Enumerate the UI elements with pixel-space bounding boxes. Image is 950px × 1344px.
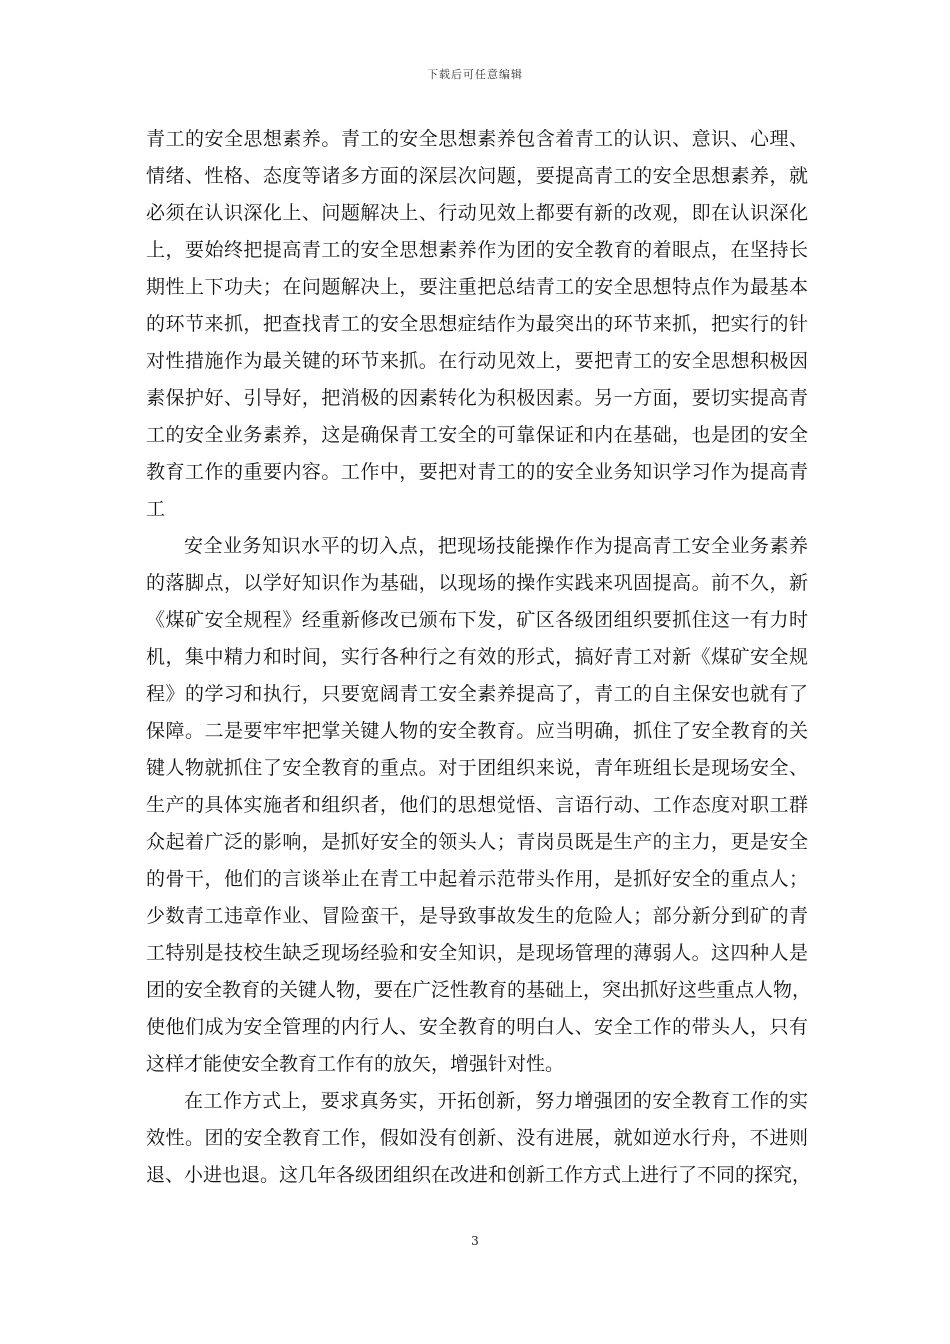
page-number: 3 <box>471 1234 479 1248</box>
text-line: 团的安全教育的关键人物，要在广泛性教育的基础上，突出抓好这些重点人物， <box>146 979 812 1001</box>
text-line: 的落脚点，以学好知识作为基础，以现场的操作实践来巩固提高。前不久，新 <box>146 572 808 594</box>
text-line: 工的安全业务素养，这是确保青工安全的可靠保证和内在基础，也是团的安全 <box>146 424 808 446</box>
page-header: 下载后可任意编辑 <box>427 68 523 81</box>
text-line: 的骨干，他们的言谈举止在青工中起着示范带头作用，是抓好安全的重点人； <box>146 868 808 890</box>
text-line: 安全业务知识水平的切入点，把现场技能操作作为提高青工安全业务素养 <box>184 535 808 557</box>
text-line: 对性措施作为最关键的环节来抓。在行动见效上，要把青工的安全思想积极因 <box>146 350 808 372</box>
text-line: 机，集中精力和时间，实行各种行之有效的形式，搞好青工对新《煤矿安全规 <box>146 646 808 668</box>
text-line: 必须在认识深化上、问题解决上、行动见效上都要有新的改观，即在认识深化 <box>146 202 808 224</box>
text-line: 少数青工违章作业、冒险蛮干，是导致事故发生的危险人；部分新分到矿的青 <box>146 905 808 927</box>
text-line: 上，要始终把提高青工的安全思想素养作为团的安全教育的着眼点，在坚持长 <box>146 239 808 261</box>
text-line: 的环节来抓，把查找青工的安全思想症结作为最突出的环节来抓，把实行的针 <box>146 313 808 335</box>
text-line: 程》的学习和执行，只要宽阔青工安全素养提高了，青工的自主保安也就有了 <box>146 683 808 705</box>
text-line: 众起着广泛的影响，是抓好安全的领头人；青岗员既是生产的主力，更是安全 <box>146 831 808 853</box>
text-line: 素保护好、引导好，把消极的因素转化为积极因素。另一方面，要切实提高青 <box>146 387 808 409</box>
text-line: 工特别是技校生缺乏现场经验和安全知识，是现场管理的薄弱人。这四种人是 <box>146 942 808 964</box>
document-body <box>146 121 812 1194</box>
text-line: 生产的具体实施者和组织者，他们的思想觉悟、言语行动、工作态度对职工群 <box>146 794 808 816</box>
text-line: 这样才能使安全教育工作有的放矢，增强针对性。 <box>146 1053 565 1075</box>
text-line: 期性上下功夫；在问题解决上，要注重把总结青工的安全思想特点作为最基本 <box>146 276 808 298</box>
text-line: 在工作方式上，要求真务实，开拓创新，努力增强团的安全教育工作的实 <box>184 1090 808 1112</box>
text-line: 键人物就抓住了安全教育的重点。对于团组织来说，青年班组长是现场安全、 <box>146 757 808 779</box>
text-line: 教育工作的重要内容。工作中，要把对青工的的安全业务知识学习作为提高青 <box>146 461 808 483</box>
text-line: 情绪、性格、态度等诸多方面的深层次问题，要提高青工的安全思想素养，就 <box>146 165 808 187</box>
text-line: 保障。二是要牢牢把掌关键人物的安全教育。应当明确，抓住了安全教育的关 <box>146 720 808 742</box>
text-line: 使他们成为安全管理的内行人、安全教育的明白人、安全工作的带头人，只有 <box>146 1016 808 1038</box>
text-line: 效性。团的安全教育工作，假如没有创新、没有进展，就如逆水行舟，不进则 <box>146 1127 808 1149</box>
text-line: 《煤矿安全规程》经重新修改已颁布下发，矿区各级团组织要抓住这一有力时 <box>146 609 808 631</box>
text-line: 青工的安全思想素养。青工的安全思想素养包含着青工的认识、意识、心理、 <box>146 128 808 150</box>
text-line: 退、小进也退。这几年各级团组织在改进和创新工作方式上进行了不同的探究， <box>146 1164 812 1186</box>
text-line: 工 <box>146 498 166 520</box>
